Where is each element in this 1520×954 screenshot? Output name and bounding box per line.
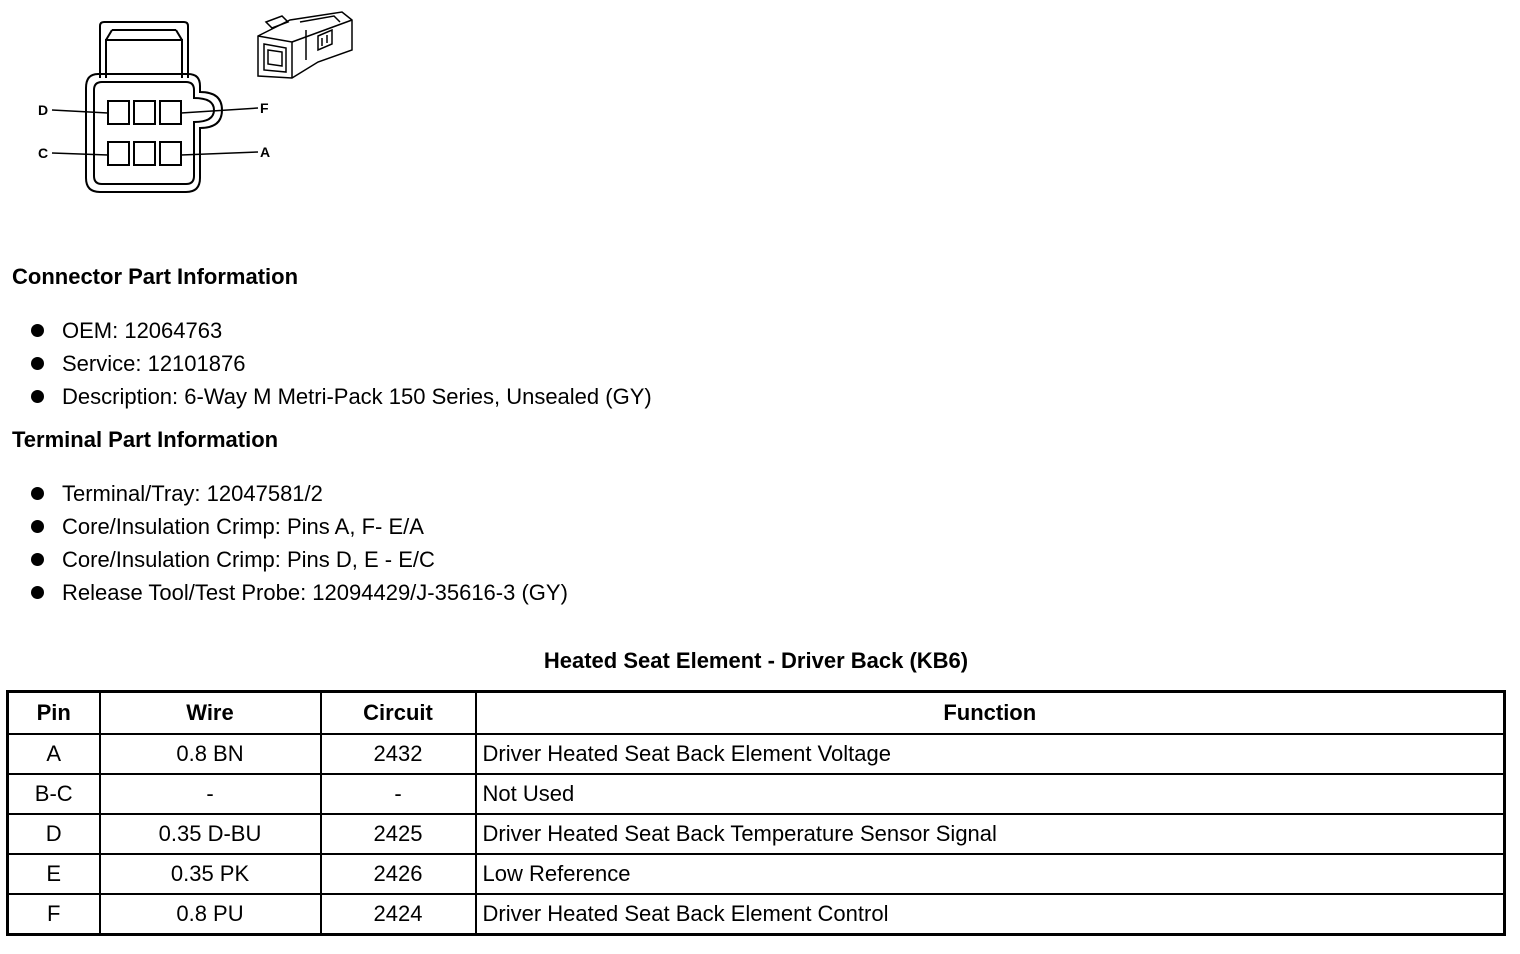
table-title: Heated Seat Element - Driver Back (KB6)	[543, 648, 969, 673]
connector-latch-inner	[106, 40, 182, 78]
bullet-icon	[31, 487, 44, 500]
cell-wire: -	[100, 774, 321, 814]
table-row	[8, 814, 1505, 854]
connector-isometric-icon	[258, 12, 352, 78]
cell-circuit: 2425	[321, 814, 476, 854]
table-row	[8, 854, 1505, 894]
header-circuit: Circuit	[321, 692, 476, 735]
table-row	[8, 774, 1505, 814]
pin-label-a: A	[260, 144, 271, 160]
pin-label-d: D	[38, 102, 49, 118]
cell-function: Driver Heated Seat Back Temperature Sensor Signal	[476, 814, 1505, 854]
cell-pin: F	[8, 894, 100, 935]
bullet-icon	[31, 553, 44, 566]
cell-function: Driver Heated Seat Back Element Control	[476, 894, 1505, 935]
list-item: Service: 12101876	[28, 347, 652, 380]
cell-function: Driver Heated Seat Back Element Voltage	[476, 734, 1505, 774]
connector-face-diagram	[0, 0, 380, 210]
list-item: Terminal/Tray: 12047581/2	[28, 477, 568, 510]
bullet-icon	[31, 357, 44, 370]
cell-circuit: -	[321, 774, 476, 814]
cell-circuit: 2432	[321, 734, 476, 774]
list-item: OEM: 12064763	[28, 314, 652, 347]
cell-wire: 0.35 PK	[100, 854, 321, 894]
cell-wire: 0.35 D-BU	[100, 814, 321, 854]
table-row	[8, 734, 1505, 774]
connector-part-info-heading: Connector Part Information	[12, 264, 299, 289]
cell-pin: D	[8, 814, 100, 854]
bullet-icon	[31, 324, 44, 337]
bullet-icon	[31, 520, 44, 533]
cell-wire: 0.8 PU	[100, 894, 321, 935]
cell-function: Low Reference	[476, 854, 1505, 894]
pin-label-c: C	[38, 145, 49, 161]
cell-pin: B-C	[8, 774, 100, 814]
connector-body-inner	[94, 82, 214, 184]
header-wire: Wire	[100, 692, 321, 735]
pinout-table	[6, 690, 1506, 936]
cell-pin: A	[8, 734, 100, 774]
table-header-row	[8, 692, 1505, 735]
list-item: Description: 6-Way M Metri-Pack 150 Series, Unsealed (GY)	[28, 380, 652, 413]
table-row	[8, 894, 1505, 935]
cell-function: Not Used	[476, 774, 1505, 814]
terminal-part-info-list	[28, 477, 568, 609]
connector-body-outer	[86, 74, 222, 192]
header-pin: Pin	[8, 692, 100, 735]
header-function: Function	[476, 692, 1505, 735]
list-item: Release Tool/Test Probe: 12094429/J-35616-3 (GY)	[28, 576, 568, 609]
cell-pin: E	[8, 854, 100, 894]
terminal-part-info-heading: Terminal Part Information	[12, 427, 279, 452]
list-item: Core/Insulation Crimp: Pins A, F- E/A	[28, 510, 568, 543]
list-item: Core/Insulation Crimp: Pins D, E - E/C	[28, 543, 568, 576]
bullet-icon	[31, 586, 44, 599]
cell-wire: 0.8 BN	[100, 734, 321, 774]
cell-circuit: 2426	[321, 854, 476, 894]
cell-circuit: 2424	[321, 894, 476, 935]
connector-part-info-list	[28, 314, 652, 413]
pin-label-f: F	[260, 100, 269, 116]
bullet-icon	[31, 390, 44, 403]
